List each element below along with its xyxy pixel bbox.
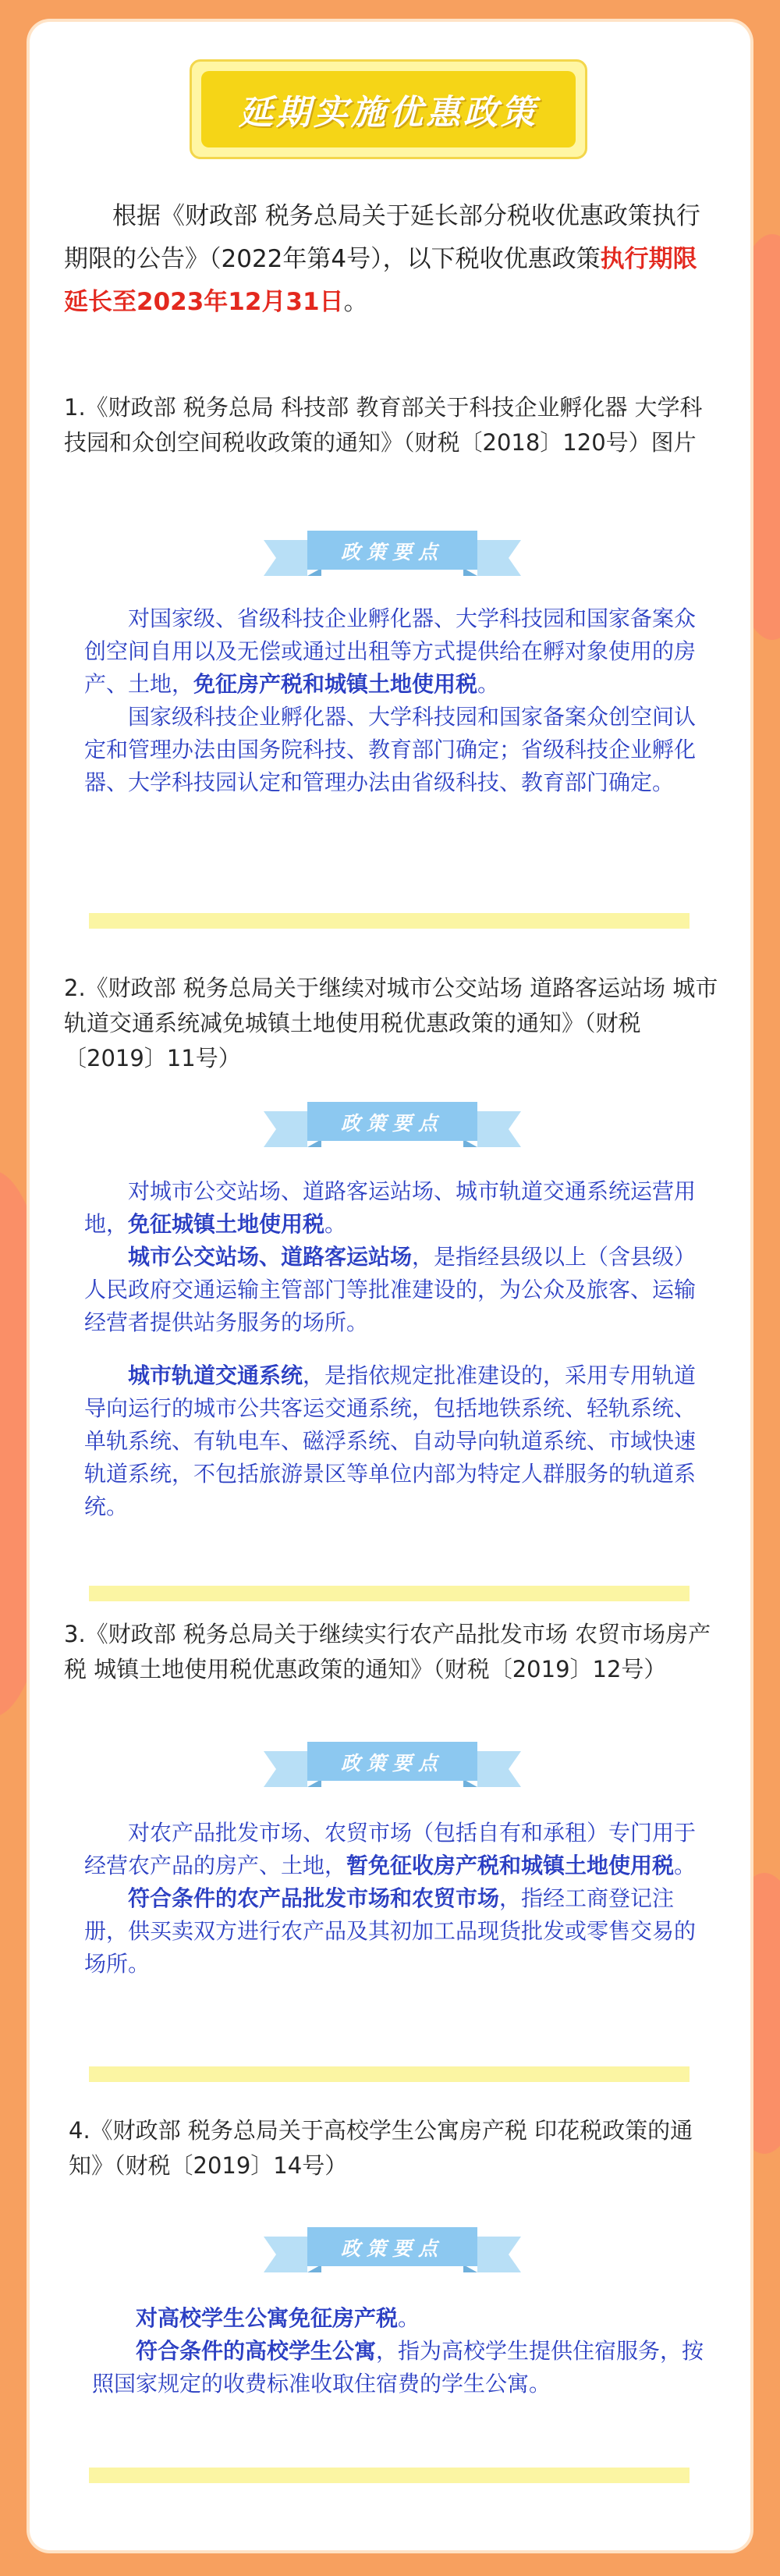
paragraph-text: 国家级科技企业孵化器、大学科技园和国家备案众创空间认定和管理办法由国务院科技、教育部门确定；省级科技企业孵化器、大学科技园认定和管理办法由省级科技、教育部门确定。 <box>84 704 697 795</box>
paragraph-text: 对城市公交站场、道路客运站场、城市轨道交通系统运营用地， <box>84 1178 697 1237</box>
section-1-paragraph-2 <box>84 701 700 799</box>
content-card <box>30 22 750 2550</box>
intro-paragraph <box>64 195 719 324</box>
policy-points-ribbon <box>264 2224 521 2277</box>
title-banner <box>190 59 587 159</box>
paragraph-bold-text: 暂免征收房产税和城镇土地使用税 <box>346 1853 675 1878</box>
paragraph-bold-text: 符合条件的农产品批发市场和农贸市场 <box>128 1885 500 1911</box>
paragraph-bold-text: 城市轨道交通系统 <box>128 1363 303 1388</box>
ribbon-label: 政策要点 <box>340 541 444 563</box>
section-1-title: 1.《财政部 税务总局 科技部 教育部关于科技企业孵化器 大学科技园和众创空间税收政策的通知》（财税〔2018〕120号）图片 <box>64 394 703 456</box>
policy-points-ribbon <box>264 1099 521 1152</box>
section-1-paragraph-1 <box>84 602 700 701</box>
divider-bar <box>89 913 690 929</box>
section-4-paragraph-2 <box>92 2335 708 2400</box>
paragraph-text: 对国家级、省级科技企业孵化器、大学科技园和国家备案众创空间自用以及无偿或通过出租等方式提供给在孵对象使用的房产、土地， <box>84 606 697 697</box>
title-banner-inner <box>201 71 576 147</box>
paragraph-text: ，是指经县级以上（含县级）人民政府交通运输主管部门等批准建设的，为公众及旅客、运输经营者提供站务服务的场所。 <box>84 1244 697 1335</box>
section-3-title: 3.《财政部 税务总局关于继续实行农产品批发市场 农贸市场房产税 城镇土地使用税优惠政策的通知》（财税〔2019〕12号） <box>64 1621 711 1682</box>
paragraph-bold-text: 对高校学生公寓免征房产税 <box>136 2305 399 2331</box>
paragraph-bold-text: 免征城镇土地使用税 <box>128 1211 325 1237</box>
section-2-points <box>84 1175 700 1523</box>
policy-points-ribbon <box>264 528 521 581</box>
paragraph-text: 。 <box>398 2305 420 2331</box>
divider-bar <box>89 2066 690 2082</box>
intro-text: 根据《财政部 税务总局关于延长部分税收优惠政策执行期限的公告》（2022年第4号），以下税收优惠政策 <box>64 202 700 273</box>
divider-bar <box>89 1586 690 1601</box>
page-title: 延期实施优惠政策 <box>239 93 538 133</box>
policy-points-ribbon <box>264 1739 521 1792</box>
paragraph-text: 。 <box>674 1853 697 1878</box>
divider-bar <box>89 2468 690 2483</box>
section-1-points <box>84 602 700 799</box>
intro-highlight: 执行期限延长至2023年12月31日 <box>64 245 697 316</box>
paragraph-bold-text: 符合条件的高校学生公寓 <box>136 2338 377 2364</box>
section-2-title: 2.《财政部 税务总局关于继续对城市公交站场 道路客运站场 城市轨道交通系统减免城镇土地使用税优惠政策的通知》（财税〔2019〕11号） <box>64 975 718 1071</box>
ribbon-label: 政策要点 <box>340 1752 444 1775</box>
ribbon-label: 政策要点 <box>340 1112 444 1135</box>
section-4-paragraph-1 <box>92 2302 708 2335</box>
paragraph-text: ，指为高校学生提供住宿服务，按照国家规定的收费标准收取住宿费的学生公寓。 <box>92 2338 704 2397</box>
section-3-points <box>84 1817 700 1981</box>
paragraph-text: ，指经工商登记注册，供买卖双方进行农产品及其初加工品现货批发或零售交易的场所。 <box>84 1885 697 1977</box>
ribbon-label: 政策要点 <box>340 2237 444 2260</box>
paragraph-text: ，是指依规定批准建设的，采用专用轨道导向运行的城市公共客运交通系统，包括地铁系统、轻轨系统、单轨系统、有轨电车、磁浮系统、自动导向轨道系统、市域快速轨道系统，不包括旅游景区等单位内部为特定人群服务的轨道系统。 <box>84 1363 697 1519</box>
paragraph-bold-text: 城市公交站场、道路客运站场 <box>128 1244 413 1270</box>
section-4-title: 4.《财政部 税务总局关于高校学生公寓房产税 印花税政策的通知》（财税〔2019〕14号） <box>69 2117 693 2179</box>
section-2-paragraph-1 <box>84 1175 700 1241</box>
section-4-points <box>92 2302 708 2400</box>
section-3-paragraph-1 <box>84 1817 700 1882</box>
intro-end: 。 <box>343 288 368 316</box>
paragraph-text: 对农产品批发市场、农贸市场（包括自有和承租）专门用于经营农产品的房产、土地， <box>84 1820 697 1878</box>
paragraph-text: 。 <box>477 671 500 697</box>
section-2-paragraph-3 <box>84 1359 700 1523</box>
section-2-paragraph-2 <box>84 1241 700 1339</box>
section-3-paragraph-2 <box>84 1882 700 1981</box>
paragraph-bold-text: 免征房产税和城镇土地使用税 <box>193 671 478 697</box>
paragraph-text: 。 <box>324 1211 347 1237</box>
